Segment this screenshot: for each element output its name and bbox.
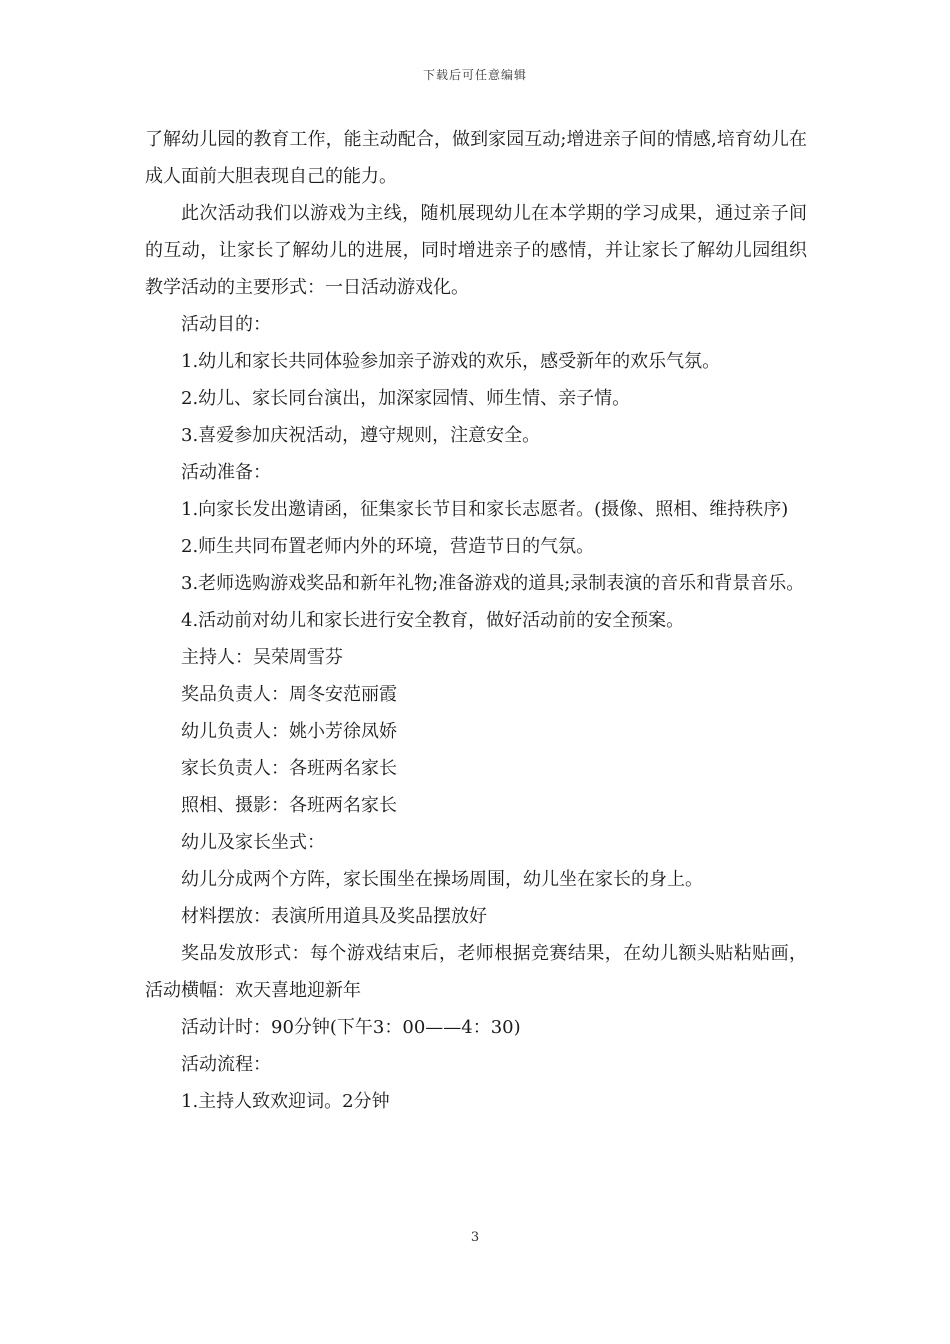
paragraph: 活动流程： <box>181 1054 271 1075</box>
paragraph: 2.幼儿、家长同台演出，加深家园情、师生情、亲子情。 <box>181 388 631 409</box>
paragraph: 奖品发放形式：每个游戏结束后，老师根据竞赛结果，在幼儿额头贴粘贴画，活动横幅：欢天喜地迎新年 <box>145 943 807 1001</box>
paragraph: 活动计时：90分钟(下午3：00——4：30) <box>181 1017 521 1038</box>
paragraph: 奖品负责人：周冬安范丽霞 <box>181 684 397 705</box>
paragraph: 3.喜爱参加庆祝活动，遵守规则，注意安全。 <box>181 425 541 446</box>
paragraph: 幼儿分成两个方阵，家长围坐在操场周围，幼儿坐在家长的身上。 <box>181 869 703 890</box>
paragraph: 4.活动前对幼儿和家长进行安全教育，做好活动前的安全预案。 <box>181 610 685 631</box>
paragraph: 材料摆放：表演所用道具及奖品摆放好 <box>181 906 487 927</box>
page-header-note: 下载后可任意编辑 <box>422 68 527 82</box>
paragraph: 活动目的： <box>181 314 271 335</box>
page-number: 3 <box>470 1230 480 1245</box>
paragraph: 了解幼儿园的教育工作，能主动配合，做到家园互动;增进亲子间的情感,培育幼儿在成人面前大胆表现自己的能力。 <box>145 129 807 187</box>
paragraph: 2.师生共同布置老师内外的环境，营造节日的气氛。 <box>181 536 595 557</box>
document-body <box>145 121 807 1120</box>
paragraph: 3.老师选购游戏奖品和新年礼物;准备游戏的道具;录制表演的音乐和背景音乐。 <box>181 573 805 594</box>
paragraph: 幼儿负责人：姚小芳徐凤娇 <box>181 721 397 742</box>
paragraph: 照相、摄影：各班两名家长 <box>181 795 397 816</box>
paragraph: 活动准备： <box>181 462 271 483</box>
paragraph: 幼儿及家长坐式： <box>181 832 325 853</box>
paragraph: 1.向家长发出邀请函，征集家长节目和家长志愿者。(摄像、照相、维持秩序) <box>181 499 789 520</box>
paragraph: 此次活动我们以游戏为主线，随机展现幼儿在本学期的学习成果，通过亲子间的互动，让家长了解幼儿的进展，同时增进亲子的感情，并让家长了解幼儿园组织教学活动的主要形式：一日活动游戏化。 <box>145 203 807 298</box>
paragraph: 家长负责人：各班两名家长 <box>181 758 397 779</box>
paragraph: 1.幼儿和家长共同体验参加亲子游戏的欢乐，感受新年的欢乐气氛。 <box>181 351 721 372</box>
paragraph: 1.主持人致欢迎词。2分钟 <box>181 1091 390 1112</box>
paragraph: 主持人：吴荣周雪芬 <box>181 647 343 668</box>
